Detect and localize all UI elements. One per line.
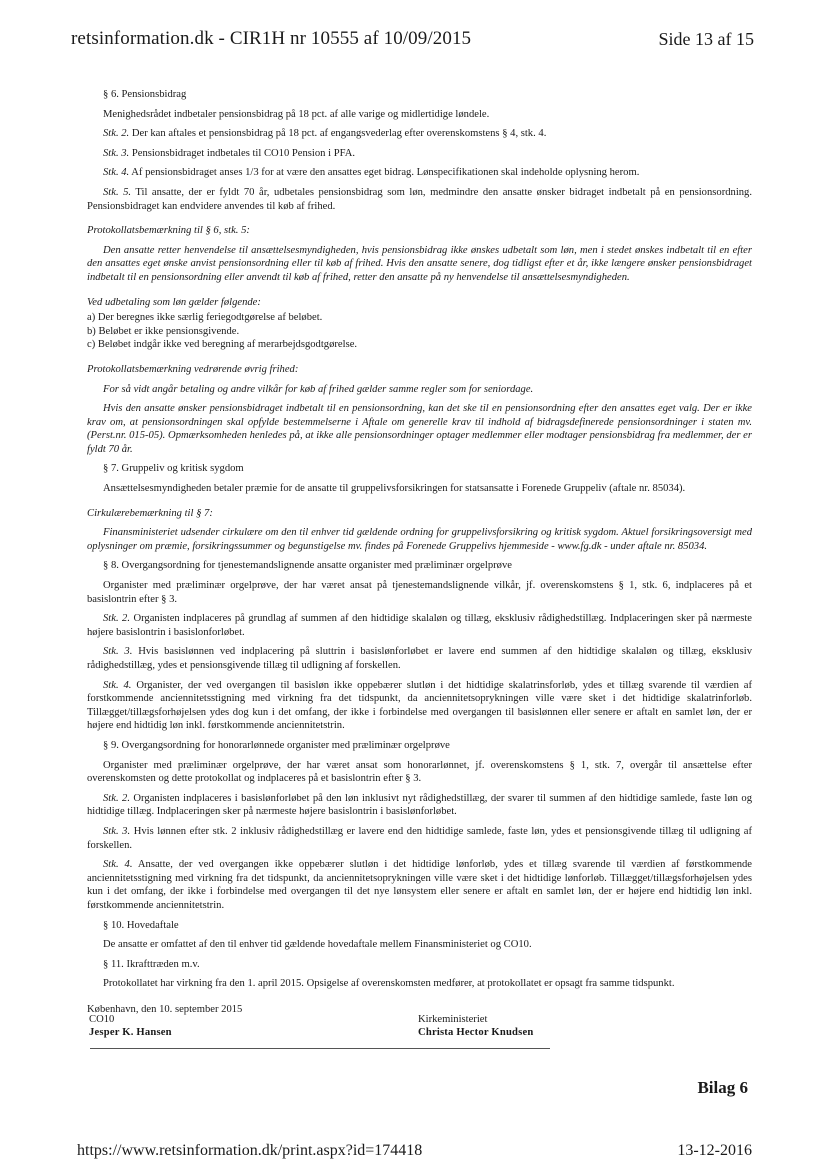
section-6-heading: § 6. Pensionsbidrag (103, 89, 187, 100)
circular-note-heading: Cirkulærebemærkning til § 7: (87, 507, 213, 519)
section-9-heading: § 9. Overgangsordning for honorarlønnede organister med præliminær orgelprøve (103, 739, 450, 751)
signature-left (89, 1013, 172, 1039)
signature-right (418, 1013, 533, 1039)
footer-date: 13-12-2016 (677, 1142, 752, 1159)
section-8-stk-4 (87, 679, 752, 733)
payment-heading: Ved udbetaling som løn gælder følgende: (87, 296, 261, 308)
section-9-stk-3 (87, 825, 752, 852)
section-9-stk-4 (87, 858, 752, 912)
stk-label: Stk. 4. (103, 167, 130, 179)
document-body (87, 88, 752, 1022)
stk-label: Stk. 2. (103, 613, 130, 625)
stk-text: Der kan aftales et pensionsbidrag på 18 pct. af engangsvederlag efter overenskomstens § 4, stk. 4. (131, 128, 547, 140)
place-and-date: København, den 10. september 2015 (87, 1003, 243, 1015)
appendix-label: Bilag 6 (697, 1078, 748, 1097)
stk-label: Stk. 4. (103, 679, 132, 691)
document-source-title: retsinformation.dk - CIR1H nr 10555 af 10/09/2015 (71, 28, 472, 49)
stk-text: Organister, der ved overgangen til basisløn ikke oppebærer slutløn i det hidtidige skalatrinsforløb, ydes et tillæg svarende til værdien af forstkommende anciennitetsstigning med virkning fra det tidspunkt, da anciennitetsoprykningen ville være sket i det hidtidige skalatrinforløb. Tillægget/tillægsforhøjelsen ydes dog kun i det omfang, der ikke i forbindelse med overgangen til basislønnen eller senere er aftalt en samlet løn, der er højere end hidtidig løn inkl. førstkommende anciennitetstrin. (87, 679, 752, 732)
stk-label: Stk. 3. (103, 147, 130, 159)
section-9-stk-2 (87, 792, 752, 819)
stk-label: Stk. 2. (103, 128, 130, 140)
section-10-heading: § 10. Hovedaftale (103, 919, 179, 931)
section-6-stk-3 (87, 147, 752, 161)
stk-text: Hvis basislønnen ved indplacering på sluttrin i basislønforløbet er lavere end summen af den hidtidige skalaløn og tillæg, eksklusiv rådighedstillæg, ydes et pensionsgivende tillæg til udligning af forskellen. (87, 646, 752, 671)
payment-list (87, 311, 752, 352)
stk-text: Ansatte, der ved overgangen ikke oppebærer slutløn i det hidtidige lønforløb, ydes et tillæg svarende til værdien af førstkommende anciennitetsstigning med virkning fra det tidspunkt, da anciennitetsoprykningen ville være sket i det hidtidige lønforløb. Tillægget/tillægsforhøjelsen ydes kun i det omfang, der ikke i forbindelse med overgangen til det nye lønsystem eller senere er aftalt en samlet løn, der er højere end hidtidig løn inkl. førstkommende anciennitetstrin. (87, 859, 753, 911)
stk-label: Stk. 5. (103, 186, 132, 198)
list-item: b) Beløbet er ikke pensionsgivende. (87, 325, 240, 337)
section-6-stk-4 (87, 166, 752, 180)
stk-label: Stk. 4. (103, 859, 133, 871)
section-8-heading: § 8. Overgangsordning for tjenestemandslignende ansatte organister med præliminær orgelprøve (103, 560, 512, 572)
signature-name: Jesper K. Hansen (89, 1027, 172, 1038)
signature-divider (90, 1048, 550, 1049)
signature-organization: CO10 (89, 1014, 115, 1025)
section-11-paragraph: Protokollatet har virkning fra den 1. april 2015. Opsigelse af overenskomsten medfører, at protokollatet er opsagt fra samme tidspunkt. (103, 978, 675, 990)
stk-label: Stk. 3. (103, 646, 133, 658)
section-8-stk-3 (87, 645, 752, 672)
section-10-paragraph: De ansatte er omfattet af den til enhver tid gældende hovedaftale mellem Finansministeriet og CO10. (103, 939, 532, 951)
protocol-note-paragraph: Hvis den ansatte ønsker pensionsbidraget indbetalt til en pensionsordning, kan det ske til en pensionsordning efter den ansattes eget valg. Der er ikke krav om, at pensionsordningen skal opfylde bestemmelserne i Aftale om generelle krav til indhold af bidragsdefinerede pensionsordninger i staten mv. (Perst.nr. 015-05). Opmærksomheden henledes på, at ikke alle pensionsordninger optager medlemmer eller modtager pensionsbidrag fra medlemmer, der er fyldt 70 år. (87, 403, 752, 455)
footer-url: https://www.retsinformation.dk/print.aspx?id=174418 (77, 1142, 423, 1159)
list-item: c) Beløbet indgår ikke ved beregning af merarbejdsgodtgørelse. (87, 339, 358, 351)
protocol-note-paragraph: For så vidt angår betaling og andre vilkår for køb af frihed gælder samme regler som for seniordage. (103, 383, 534, 395)
section-7-heading: § 7. Gruppeliv og kritisk sygdom (103, 463, 244, 475)
section-6-stk-5 (87, 186, 752, 213)
signature-name: Christa Hector Knudsen (418, 1027, 534, 1038)
stk-text: Af pensionsbidraget anses 1/3 for at være den ansattes eget bidrag. Lønspecifikationen skal indeholde oplysning herom. (131, 167, 640, 179)
protocol-note-heading-2: Protokollatsbemærkning vedrørende øvrig frihed: (87, 363, 299, 375)
page-number: Side 13 af 15 (658, 29, 754, 49)
section-8-paragraph: Organister med præliminær orgelprøve, der har været ansat på tjenestemandslignende vilkår, jf. overenskomstens § 1, stk. 6, indplaceres på et basislontrin efter § 3. (87, 580, 752, 605)
stk-text: Til ansatte, der er fyldt 70 år, udbetales pensionsbidrag som løn, medmindre den ansatte ønsker bidraget indbetalt på en pensionsordning. Pensionsbidraget kan endvidere anvendes til køb af frihed. (87, 186, 752, 212)
circular-note-text: Finansministeriet udsender cirkulære om den til enhver tid gældende ordning for gruppelivsforsikring og kritisk sygdom. Aktuel forsikringsoversigt med oplysninger om præmie, forsikringssummer og begunstigelse mv. findes på Forenede Gruppelivs hjemmeside - www.fg.dk - under aftale nr. 85034. (87, 527, 752, 552)
protocol-note-text: Den ansatte retter henvendelse til ansættelsesmyndigheden, hvis pensionsbidrag ikke ønskes udbetalt som løn, men i stedet ønskes indbetalt til en efter den ansattes eget ønske anvist pensionsordning eller til køb af frihed. Hvis den ansatte senere, dog tidligst efter et år, ikke længere ønsker pensionsbidraget indbetalt til en pensionsordning eller anvendt til køb af frihed, retter den ansatte på ny henvendelse til ansættelsesmyndigheden. (87, 244, 752, 283)
stk-text: Pensionsbidraget indbetales til CO10 Pension i PFA. (131, 147, 355, 159)
protocol-note-heading: Protokollatsbemærkning til § 6, stk. 5: (87, 225, 250, 237)
stk-text: Organisten indplaceres på grundlag af summen af den hidtidige skalaløn og tillæg, eksklusiv rådighedstillæg. Indplaceringen sker på nærmeste højere basislontrin i basislonforløbet. (87, 613, 752, 638)
section-6-paragraph: Menighedsrådet indbetaler pensionsbidrag på 18 pct. af alle varige og midlertidige løndele. (103, 108, 490, 120)
stk-text: Hvis lønnen efter stk. 2 inklusiv rådighedstillæg er lavere end den hidtidige samlede, faste løn, ydes et pensionsgivende tillæg til udligning af forskellen. (87, 825, 752, 851)
signature-organization: Kirkeministeriet (418, 1014, 488, 1025)
stk-label: Stk. 2. (103, 792, 130, 804)
section-9-paragraph: Organister med præliminær orgelprøve, der har været ansat som honorarlønnet, jf. overenskomstens § 1, stk. 7, overgår til ansættelse efter overenskomsten og dette protokollat og indplaceres på et basislontrin efter § 3. (87, 759, 752, 785)
section-6-stk-2 (87, 127, 752, 141)
stk-text: Organisten indplaceres i basislønforløbet på den løn inklusivt nyt rådighedstillæg, der svarer til summen af den hidtidige samlede, faste løn og hidtidige tillæg. Indplaceringen sker på nærmeste højere basislontrin i basislønforløbet. (87, 792, 752, 818)
section-8-stk-2 (87, 612, 752, 639)
section-7-paragraph: Ansættelsesmyndigheden betaler præmie for de ansatte til gruppelivsforsikringen for statsansatte i Forenede Gruppeliv (aftale nr. 85034). (103, 483, 686, 495)
stk-label: Stk. 3. (103, 825, 131, 837)
section-11-heading: § 11. Ikrafttræden m.v. (103, 958, 200, 970)
list-item: a) Der beregnes ikke særlig feriegodtgørelse af beløbet. (87, 312, 323, 324)
